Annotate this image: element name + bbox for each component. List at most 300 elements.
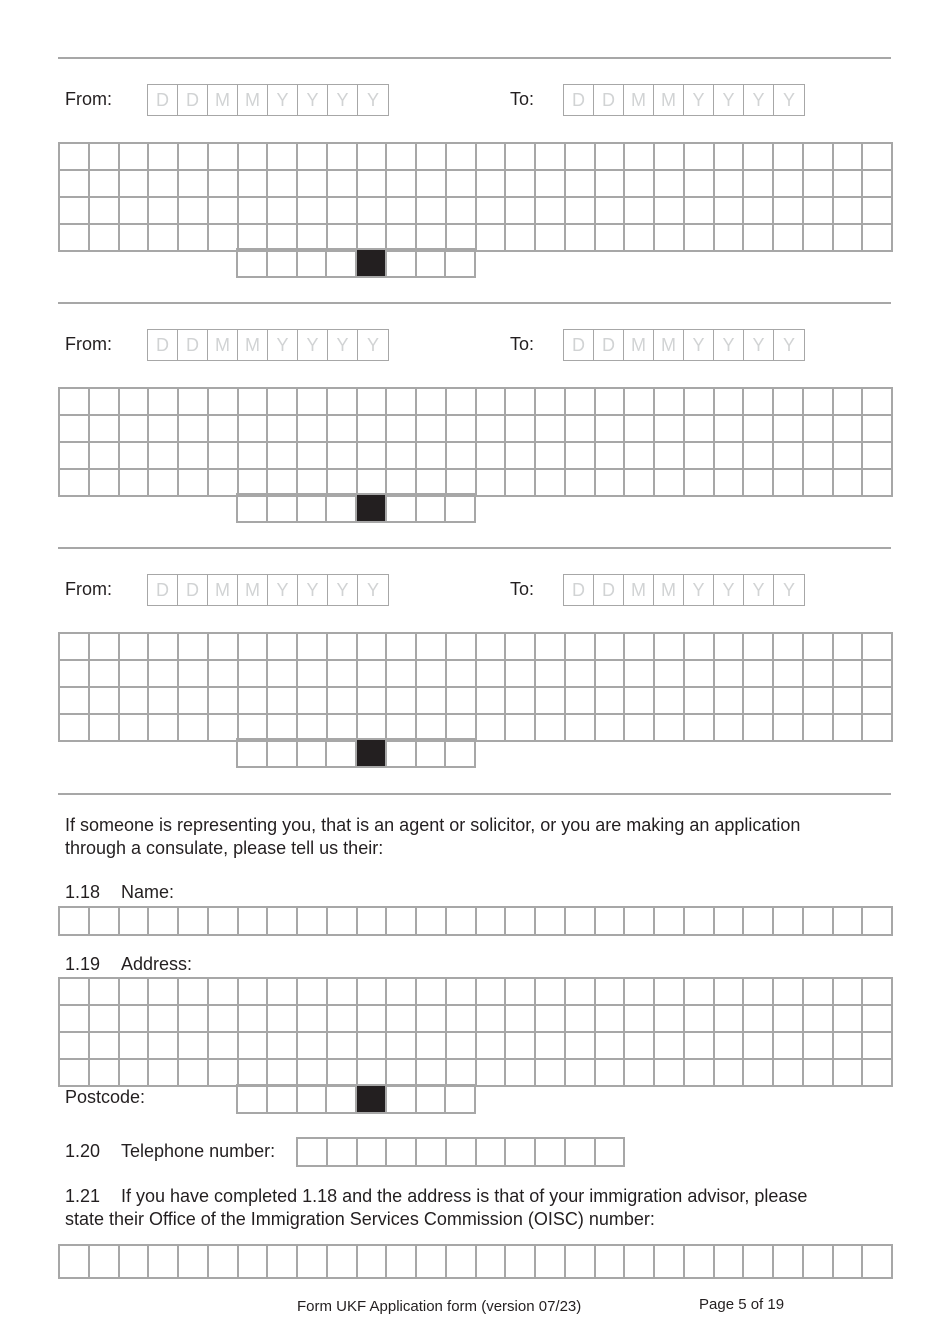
- char-box[interactable]: [862, 170, 892, 197]
- char-box[interactable]: [357, 687, 387, 714]
- char-box[interactable]: [684, 978, 714, 1005]
- char-box[interactable]: [595, 1059, 625, 1086]
- char-box[interactable]: [119, 197, 149, 224]
- date-char-box[interactable]: D: [148, 575, 178, 605]
- char-box[interactable]: [238, 469, 268, 496]
- char-box[interactable]: [386, 170, 416, 197]
- char-box[interactable]: [833, 1005, 863, 1032]
- char-box[interactable]: [238, 442, 268, 469]
- char-box[interactable]: [565, 143, 595, 170]
- char-box[interactable]: [862, 687, 892, 714]
- char-box[interactable]: [505, 170, 535, 197]
- char-box[interactable]: [267, 143, 297, 170]
- char-box[interactable]: [833, 1059, 863, 1086]
- date-char-box[interactable]: D: [564, 330, 594, 360]
- char-box[interactable]: [654, 1032, 684, 1059]
- char-box[interactable]: [624, 714, 654, 741]
- char-box[interactable]: [803, 197, 833, 224]
- char-box[interactable]: [684, 197, 714, 224]
- char-box[interactable]: [267, 1032, 297, 1059]
- char-box[interactable]: [238, 1032, 268, 1059]
- char-box[interactable]: [59, 978, 89, 1005]
- char-box[interactable]: [119, 388, 149, 415]
- char-box[interactable]: [595, 143, 625, 170]
- char-box[interactable]: [803, 388, 833, 415]
- char-box[interactable]: [327, 388, 357, 415]
- char-box[interactable]: [714, 687, 744, 714]
- char-box[interactable]: [327, 633, 357, 660]
- char-box[interactable]: [267, 494, 297, 522]
- char-box[interactable]: [476, 415, 506, 442]
- char-box[interactable]: [238, 714, 268, 741]
- char-box[interactable]: [654, 1245, 684, 1278]
- char-box[interactable]: [148, 197, 178, 224]
- char-box[interactable]: [654, 143, 684, 170]
- char-box[interactable]: [476, 388, 506, 415]
- char-box[interactable]: [357, 1059, 387, 1086]
- char-box[interactable]: [386, 415, 416, 442]
- date-char-box[interactable]: D: [178, 330, 208, 360]
- char-box[interactable]: [208, 224, 238, 251]
- char-box[interactable]: [386, 978, 416, 1005]
- char-box[interactable]: [595, 1245, 625, 1278]
- char-box[interactable]: [505, 907, 535, 935]
- date-char-box[interactable]: Y: [714, 330, 744, 360]
- char-box[interactable]: [119, 442, 149, 469]
- char-box[interactable]: [297, 249, 327, 277]
- char-box[interactable]: [714, 907, 744, 935]
- char-box[interactable]: [327, 687, 357, 714]
- char-box[interactable]: [684, 469, 714, 496]
- postcode-input-grid[interactable]: [236, 493, 476, 523]
- char-box[interactable]: [803, 469, 833, 496]
- char-box[interactable]: [446, 687, 476, 714]
- char-box[interactable]: [238, 978, 268, 1005]
- char-box[interactable]: [862, 415, 892, 442]
- char-box[interactable]: [357, 978, 387, 1005]
- char-box[interactable]: [684, 415, 714, 442]
- char-box[interactable]: [862, 714, 892, 741]
- char-box[interactable]: [237, 494, 267, 522]
- char-box[interactable]: [326, 249, 356, 277]
- char-box[interactable]: [297, 1085, 327, 1113]
- date-char-box[interactable]: Y: [782, 580, 795, 600]
- char-box[interactable]: [89, 687, 119, 714]
- char-box[interactable]: [148, 633, 178, 660]
- char-box[interactable]: [565, 633, 595, 660]
- date-char-box[interactable]: M: [208, 85, 238, 115]
- date-char-box[interactable]: M: [624, 330, 654, 360]
- char-box[interactable]: [565, 415, 595, 442]
- char-box[interactable]: [386, 1245, 416, 1278]
- date-char-box[interactable]: D: [178, 575, 208, 605]
- char-box[interactable]: [803, 224, 833, 251]
- char-box[interactable]: [833, 415, 863, 442]
- char-box[interactable]: [357, 1032, 387, 1059]
- char-box[interactable]: [743, 907, 773, 935]
- char-box[interactable]: [386, 143, 416, 170]
- char-box[interactable]: [357, 1138, 387, 1166]
- char-box[interactable]: [833, 197, 863, 224]
- char-box[interactable]: [297, 442, 327, 469]
- char-box[interactable]: [297, 739, 327, 767]
- char-box[interactable]: [565, 170, 595, 197]
- char-box[interactable]: [714, 224, 744, 251]
- char-box[interactable]: [654, 442, 684, 469]
- char-box[interactable]: [178, 143, 208, 170]
- address-input-grid[interactable]: [58, 387, 893, 497]
- char-box[interactable]: [238, 1059, 268, 1086]
- char-box[interactable]: [357, 224, 387, 251]
- char-box[interactable]: [803, 170, 833, 197]
- char-box[interactable]: [237, 249, 267, 277]
- telephone-input-grid[interactable]: [296, 1137, 625, 1167]
- char-box[interactable]: [743, 224, 773, 251]
- char-box[interactable]: [208, 143, 238, 170]
- char-box[interactable]: [684, 388, 714, 415]
- char-box[interactable]: [446, 1032, 476, 1059]
- char-box[interactable]: [803, 1245, 833, 1278]
- char-box[interactable]: [59, 143, 89, 170]
- char-box[interactable]: [386, 907, 416, 935]
- char-box[interactable]: [773, 907, 803, 935]
- char-box[interactable]: [833, 388, 863, 415]
- char-box[interactable]: [386, 739, 416, 767]
- char-box[interactable]: [326, 739, 356, 767]
- char-box[interactable]: [743, 197, 773, 224]
- char-box[interactable]: [297, 143, 327, 170]
- char-box[interactable]: [267, 714, 297, 741]
- char-box[interactable]: [446, 197, 476, 224]
- char-box[interactable]: [476, 1059, 506, 1086]
- date-char-box[interactable]: D: [594, 330, 624, 360]
- date-char-box[interactable]: M: [208, 575, 238, 605]
- char-box[interactable]: [773, 469, 803, 496]
- char-box[interactable]: [416, 907, 446, 935]
- char-box[interactable]: [743, 633, 773, 660]
- char-box[interactable]: [476, 1005, 506, 1032]
- char-box[interactable]: [833, 224, 863, 251]
- char-box[interactable]: [505, 633, 535, 660]
- char-box[interactable]: [416, 197, 446, 224]
- char-box[interactable]: [89, 224, 119, 251]
- char-box[interactable]: [595, 978, 625, 1005]
- char-box[interactable]: [862, 1245, 892, 1278]
- char-box[interactable]: [743, 415, 773, 442]
- char-box[interactable]: [862, 660, 892, 687]
- char-box[interactable]: [773, 1059, 803, 1086]
- char-box[interactable]: [803, 143, 833, 170]
- char-box[interactable]: [267, 249, 297, 277]
- char-box[interactable]: [267, 170, 297, 197]
- char-box[interactable]: [595, 907, 625, 935]
- char-box[interactable]: [208, 197, 238, 224]
- char-box[interactable]: [773, 714, 803, 741]
- char-box[interactable]: [714, 415, 744, 442]
- date-char-box[interactable]: Y: [684, 330, 714, 360]
- char-box[interactable]: [476, 224, 506, 251]
- char-box[interactable]: [595, 469, 625, 496]
- char-box[interactable]: [714, 388, 744, 415]
- char-box[interactable]: [89, 143, 119, 170]
- char-box[interactable]: [803, 415, 833, 442]
- char-box[interactable]: [59, 633, 89, 660]
- char-box[interactable]: [565, 442, 595, 469]
- char-box[interactable]: [178, 660, 208, 687]
- char-box[interactable]: [267, 660, 297, 687]
- char-box[interactable]: [505, 1138, 535, 1166]
- char-box[interactable]: [178, 1032, 208, 1059]
- char-box[interactable]: [148, 388, 178, 415]
- char-box[interactable]: [297, 1138, 327, 1166]
- char-box[interactable]: [505, 224, 535, 251]
- char-box[interactable]: [833, 714, 863, 741]
- char-box[interactable]: [178, 687, 208, 714]
- char-box[interactable]: [297, 197, 327, 224]
- char-box[interactable]: [327, 469, 357, 496]
- char-box[interactable]: [743, 1059, 773, 1086]
- char-box[interactable]: [237, 739, 267, 767]
- char-box[interactable]: [416, 170, 446, 197]
- char-box[interactable]: [208, 1245, 238, 1278]
- char-box[interactable]: [89, 442, 119, 469]
- char-box[interactable]: [59, 170, 89, 197]
- char-box[interactable]: [505, 660, 535, 687]
- char-box[interactable]: [446, 224, 476, 251]
- char-box[interactable]: [595, 197, 625, 224]
- char-box[interactable]: [178, 714, 208, 741]
- char-box[interactable]: [803, 978, 833, 1005]
- char-box[interactable]: [505, 415, 535, 442]
- char-box[interactable]: [446, 1059, 476, 1086]
- char-box[interactable]: [862, 469, 892, 496]
- date-char-box[interactable]: D: [594, 575, 624, 605]
- char-box[interactable]: [684, 143, 714, 170]
- char-box[interactable]: [119, 170, 149, 197]
- char-box[interactable]: [565, 197, 595, 224]
- char-box[interactable]: [445, 1085, 475, 1113]
- address-input-grid[interactable]: [58, 977, 893, 1087]
- char-box[interactable]: [565, 1059, 595, 1086]
- char-box[interactable]: [743, 687, 773, 714]
- char-box[interactable]: [416, 442, 446, 469]
- char-box[interactable]: [267, 1005, 297, 1032]
- char-box[interactable]: [267, 907, 297, 935]
- char-box[interactable]: [357, 469, 387, 496]
- char-box[interactable]: [386, 1005, 416, 1032]
- char-box[interactable]: [445, 249, 475, 277]
- char-box[interactable]: [297, 224, 327, 251]
- char-box[interactable]: [684, 1032, 714, 1059]
- date-char-box[interactable]: M: [238, 85, 268, 115]
- date-char-box[interactable]: M: [624, 575, 654, 605]
- char-box[interactable]: [624, 197, 654, 224]
- char-box[interactable]: [416, 415, 446, 442]
- char-box[interactable]: [684, 687, 714, 714]
- address-input-grid[interactable]: [58, 632, 893, 742]
- char-box[interactable]: [595, 714, 625, 741]
- char-box[interactable]: [654, 660, 684, 687]
- char-box[interactable]: [148, 170, 178, 197]
- char-box[interactable]: [862, 1032, 892, 1059]
- char-box[interactable]: [833, 469, 863, 496]
- char-box[interactable]: [119, 1059, 149, 1086]
- char-box[interactable]: [208, 907, 238, 935]
- date-char-box[interactable]: D: [594, 85, 624, 115]
- char-box[interactable]: [386, 442, 416, 469]
- char-box[interactable]: [565, 224, 595, 251]
- char-box[interactable]: [595, 224, 625, 251]
- char-box[interactable]: [773, 224, 803, 251]
- char-box[interactable]: [178, 224, 208, 251]
- char-box[interactable]: [595, 660, 625, 687]
- char-box[interactable]: [595, 1032, 625, 1059]
- char-box[interactable]: [59, 1005, 89, 1032]
- date-char-box[interactable]: M: [654, 575, 684, 605]
- char-box[interactable]: [535, 1032, 565, 1059]
- date-char-box[interactable]: Y: [744, 330, 774, 360]
- char-box[interactable]: [59, 1032, 89, 1059]
- char-box[interactable]: [59, 660, 89, 687]
- char-box[interactable]: [416, 143, 446, 170]
- char-box[interactable]: [208, 415, 238, 442]
- char-box[interactable]: [238, 660, 268, 687]
- char-box[interactable]: [535, 469, 565, 496]
- char-box[interactable]: [476, 907, 506, 935]
- date-char-box[interactable]: Y: [268, 575, 298, 605]
- char-box[interactable]: [327, 1032, 357, 1059]
- char-box[interactable]: [238, 388, 268, 415]
- char-box[interactable]: [684, 442, 714, 469]
- char-box[interactable]: [178, 415, 208, 442]
- char-box[interactable]: [714, 978, 744, 1005]
- char-box[interactable]: [714, 442, 744, 469]
- char-box[interactable]: [833, 170, 863, 197]
- char-box[interactable]: [476, 660, 506, 687]
- char-box[interactable]: [357, 714, 387, 741]
- char-box[interactable]: [565, 388, 595, 415]
- date-input[interactable]: [147, 574, 389, 606]
- date-char-box[interactable]: D: [148, 85, 178, 115]
- char-box[interactable]: [595, 1005, 625, 1032]
- char-box[interactable]: [505, 687, 535, 714]
- char-box[interactable]: [327, 143, 357, 170]
- char-box[interactable]: [803, 660, 833, 687]
- char-box[interactable]: [595, 170, 625, 197]
- address-input-grid[interactable]: [58, 142, 893, 252]
- date-char-box[interactable]: Y: [782, 335, 795, 355]
- char-box[interactable]: [565, 714, 595, 741]
- char-box[interactable]: [445, 494, 475, 522]
- char-box[interactable]: [743, 978, 773, 1005]
- char-box[interactable]: [714, 1005, 744, 1032]
- char-box[interactable]: [208, 1005, 238, 1032]
- char-box[interactable]: [476, 469, 506, 496]
- char-box[interactable]: [416, 1059, 446, 1086]
- char-box[interactable]: [505, 388, 535, 415]
- char-box[interactable]: [267, 469, 297, 496]
- char-box[interactable]: [862, 978, 892, 1005]
- char-box[interactable]: [773, 197, 803, 224]
- char-box[interactable]: [654, 469, 684, 496]
- postcode-input-grid[interactable]: [236, 738, 476, 768]
- char-box[interactable]: [178, 1005, 208, 1032]
- char-box[interactable]: [326, 494, 356, 522]
- char-box[interactable]: [119, 415, 149, 442]
- char-box[interactable]: [446, 1138, 476, 1166]
- char-box[interactable]: [119, 1245, 149, 1278]
- char-box[interactable]: [684, 1059, 714, 1086]
- char-box[interactable]: [357, 388, 387, 415]
- char-box[interactable]: [505, 978, 535, 1005]
- date-char-box[interactable]: Y: [684, 85, 714, 115]
- char-box[interactable]: [357, 633, 387, 660]
- char-box[interactable]: [743, 1245, 773, 1278]
- char-box[interactable]: [148, 714, 178, 741]
- date-input[interactable]: [147, 84, 389, 116]
- char-box[interactable]: [297, 660, 327, 687]
- char-box[interactable]: [535, 143, 565, 170]
- date-char-box[interactable]: M: [624, 85, 654, 115]
- char-box[interactable]: [416, 687, 446, 714]
- char-box[interactable]: [357, 170, 387, 197]
- char-box[interactable]: [446, 415, 476, 442]
- char-box[interactable]: [148, 469, 178, 496]
- char-box[interactable]: [208, 714, 238, 741]
- char-box[interactable]: [208, 978, 238, 1005]
- char-box[interactable]: [357, 660, 387, 687]
- char-box[interactable]: [89, 907, 119, 935]
- date-char-box[interactable]: Y: [782, 90, 795, 110]
- date-char-box[interactable]: D: [178, 85, 208, 115]
- char-box[interactable]: [565, 907, 595, 935]
- char-box[interactable]: [565, 1245, 595, 1278]
- char-box[interactable]: [535, 907, 565, 935]
- date-char-box[interactable]: D: [564, 85, 594, 115]
- char-box[interactable]: [476, 687, 506, 714]
- char-box[interactable]: [505, 143, 535, 170]
- char-box[interactable]: [743, 714, 773, 741]
- char-box[interactable]: [803, 1032, 833, 1059]
- char-box[interactable]: [595, 442, 625, 469]
- char-box[interactable]: [327, 978, 357, 1005]
- char-box[interactable]: [357, 1245, 387, 1278]
- char-box[interactable]: [654, 224, 684, 251]
- char-box[interactable]: [862, 442, 892, 469]
- char-box[interactable]: [535, 415, 565, 442]
- char-box[interactable]: [59, 1245, 89, 1278]
- char-box[interactable]: [535, 170, 565, 197]
- char-box[interactable]: [624, 442, 654, 469]
- char-box[interactable]: [386, 469, 416, 496]
- char-box[interactable]: [89, 388, 119, 415]
- char-box[interactable]: [297, 978, 327, 1005]
- char-box[interactable]: [446, 907, 476, 935]
- char-box[interactable]: [833, 143, 863, 170]
- char-box[interactable]: [862, 907, 892, 935]
- char-box[interactable]: [357, 197, 387, 224]
- char-box[interactable]: [535, 660, 565, 687]
- char-box[interactable]: [416, 224, 446, 251]
- char-box[interactable]: [178, 1059, 208, 1086]
- char-box[interactable]: [208, 633, 238, 660]
- char-box[interactable]: [624, 660, 654, 687]
- char-box[interactable]: [773, 170, 803, 197]
- date-char-box[interactable]: Y: [328, 330, 358, 360]
- date-char-box[interactable]: Y: [328, 575, 358, 605]
- char-box[interactable]: [476, 1245, 506, 1278]
- char-box[interactable]: [89, 415, 119, 442]
